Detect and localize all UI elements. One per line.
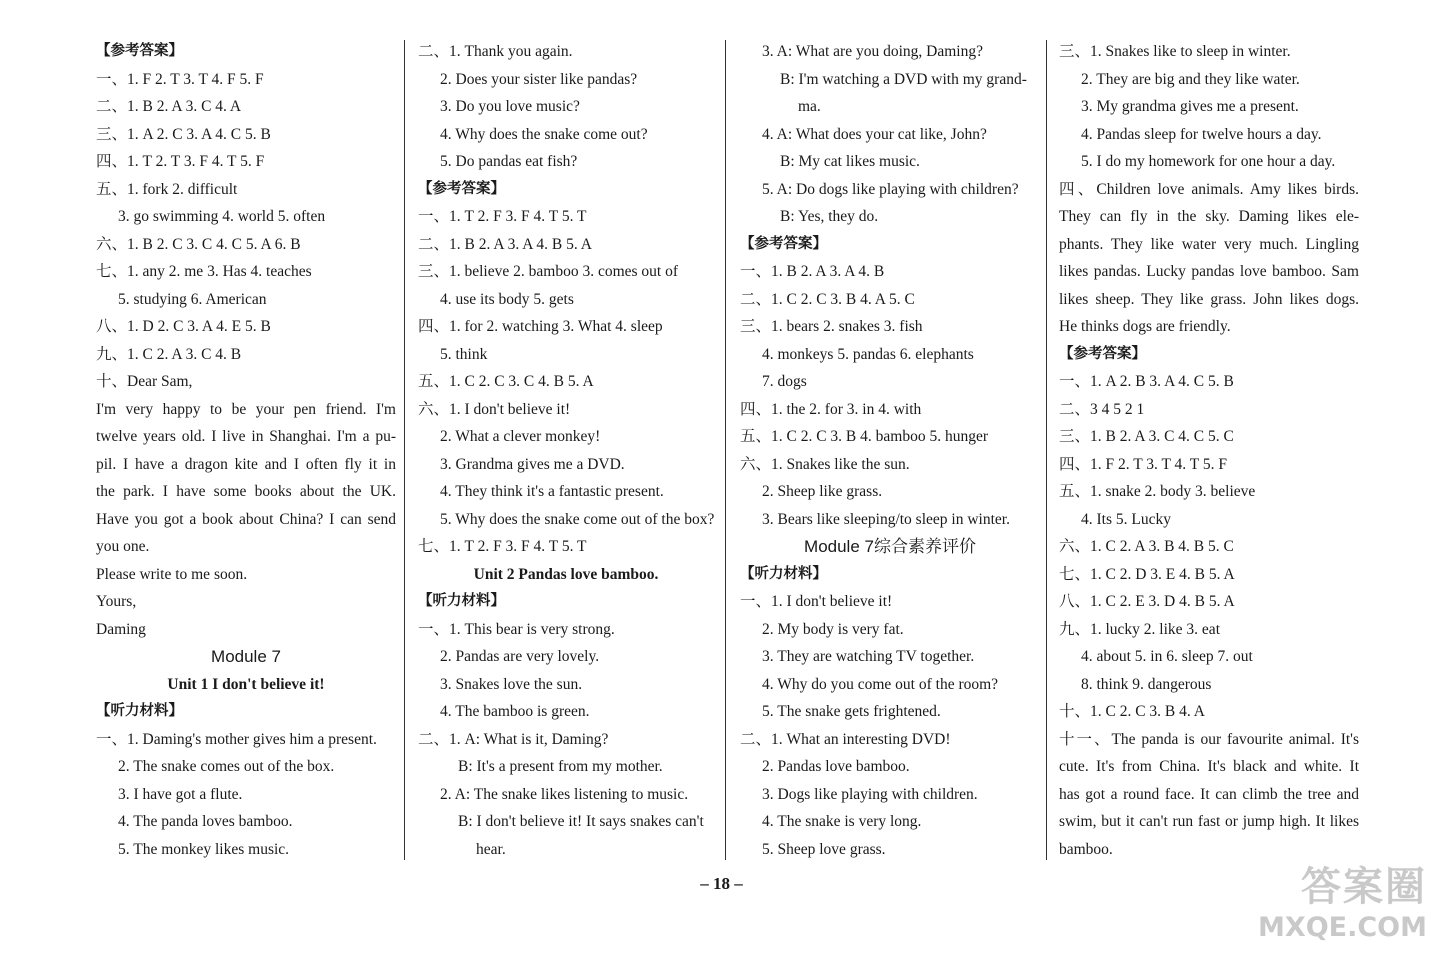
- answer-line: you one.: [96, 538, 150, 555]
- column-divider: [404, 40, 405, 860]
- answer-line: likes sheep. They like grass. John likes dogs.: [1059, 290, 1359, 308]
- answer-line: 2. Pandas are very lovely.: [440, 648, 600, 665]
- answer-line: 2. They are big and they like water.: [1081, 70, 1300, 88]
- answer-line: 4. Pandas sleep for twelve hours a day.: [1081, 125, 1322, 143]
- answer-line: 七、1. any 2. me 3. Has 4. teaches: [96, 263, 312, 280]
- answer-line: 一、1. I don't believe it!: [740, 593, 893, 610]
- answer-line: 四、1. for 2. watching 3. What 4. sleep: [418, 318, 663, 335]
- section-heading: 【参考答案】: [96, 43, 183, 59]
- answer-line: 一、1. A 2. B 3. A 4. C 5. B: [1059, 373, 1234, 390]
- answer-line: 4. monkeys 5. pandas 6. elephants: [762, 345, 974, 363]
- answer-line: 5. The monkey likes music.: [118, 840, 290, 858]
- answer-line: 四、1. the 2. for 3. in 4. with: [740, 400, 922, 418]
- answer-line: B: It's a present from my mother.: [458, 758, 663, 775]
- column-3: [740, 38, 1040, 863]
- watermark-text: 答案圈: [1301, 864, 1427, 910]
- answer-line: 六、1. I don't believe it!: [418, 400, 571, 418]
- answer-line: 3. Snakes love the sun.: [440, 675, 583, 693]
- answer-line: 4. Its 5. Lucky: [1081, 510, 1171, 528]
- answer-line: 五、1. fork 2. difficult: [96, 180, 238, 198]
- answer-line: 四、1. T 2. T 3. F 4. T 5. F: [96, 153, 265, 170]
- answer-line: 六、1. B 2. C 3. C 4. C 5. A 6. B: [96, 235, 301, 253]
- answer-line: 4. Why does the snake come out?: [440, 125, 648, 143]
- answer-line: 4. They think it's a fantastic present.: [440, 483, 664, 500]
- answer-line: 4. A: What does your cat like, John?: [762, 125, 987, 143]
- column-divider: [1046, 40, 1047, 860]
- answer-line: 十、1. C 2. C 3. B 4. A: [1059, 703, 1205, 720]
- section-heading: 【参考答案】: [418, 180, 505, 197]
- answer-line: 五、1. C 2. C 3. B 4. bamboo 5. hunger: [740, 428, 988, 445]
- answer-line: bamboo.: [1059, 840, 1113, 858]
- answer-line: 五、1. C 2. C 3. C 4. B 5. A: [418, 373, 594, 390]
- section-heading: 【听力材料】: [418, 593, 505, 609]
- answer-line: 四、Children love animals. Amy likes birds.: [1059, 180, 1359, 198]
- answer-line: 5. I do my homework for one hour a day.: [1081, 153, 1336, 170]
- answer-line: 4. The bamboo is green.: [440, 703, 590, 720]
- answer-line: ma.: [798, 98, 821, 115]
- answer-line: I'm very happy to be your pen friend. I'm: [96, 400, 396, 418]
- answer-line: 二、1. B 2. A 3. A 4. B 5. A: [418, 235, 592, 253]
- answer-line: 3. They are watching TV together.: [762, 648, 975, 665]
- answer-line: 4. Why do you come out of the room?: [762, 675, 999, 693]
- answer-line: 八、1. D 2. C 3. A 4. E 5. B: [96, 318, 271, 335]
- answer-line: B: My cat likes music.: [780, 153, 920, 170]
- answer-line: 2. What a clever monkey!: [440, 428, 601, 445]
- answer-line: 3. Grandma gives me a DVD.: [440, 455, 625, 473]
- answer-line: twelve years old. I live in Shanghai. I'm a pu-: [96, 428, 396, 445]
- answer-line: Yours,: [96, 593, 137, 610]
- column-4: [1059, 38, 1359, 863]
- answer-line: 二、1. Thank you again.: [418, 43, 573, 60]
- answer-line: 七、1. C 2. D 3. E 4. B 5. A: [1059, 565, 1235, 583]
- answer-line: 3. A: What are you doing, Daming?: [762, 43, 983, 60]
- answer-line: 二、1. What an interesting DVD!: [740, 730, 951, 748]
- answer-line: 5. Do pandas eat fish?: [440, 153, 578, 170]
- answer-line: has got a round face. It can climb the tree and: [1059, 785, 1359, 803]
- answer-line: Have you got a book about China? I can send: [96, 510, 396, 528]
- answer-line: B: Yes, they do.: [780, 208, 879, 225]
- answer-line: 一、1. B 2. A 3. A 4. B: [740, 263, 885, 280]
- answer-line: He thinks dogs are friendly.: [1059, 318, 1231, 335]
- answer-line: 一、1. F 2. T 3. T 4. F 5. F: [96, 70, 264, 88]
- answer-line: 2. A: The snake likes listening to music.: [440, 785, 689, 803]
- answer-line: pil. I have a dragon kite and I often fly it in: [96, 455, 396, 473]
- column-2: [418, 38, 714, 863]
- answer-line: 5. Why does the snake come out of the box?: [440, 510, 714, 528]
- answer-line: 3. Bears like sleeping/to sleep in winter.: [762, 510, 1010, 528]
- answer-line: 4. use its body 5. gets: [440, 290, 574, 308]
- answer-line: 3. I have got a flute.: [118, 785, 243, 803]
- watermark-url: MXQE.COM: [1258, 912, 1427, 943]
- answer-line: 3. My grandma gives me a present.: [1081, 98, 1299, 115]
- answer-line: 一、1. This bear is very strong.: [418, 620, 615, 638]
- answer-line: 二、1. A: What is it, Daming?: [418, 730, 609, 748]
- answer-line: 5. A: Do dogs like playing with children?: [762, 180, 1019, 198]
- answer-line: 5. The snake gets frightened.: [762, 703, 941, 720]
- answer-line: 5. Sheep love grass.: [762, 840, 886, 858]
- answer-line: 九、1. C 2. A 3. C 4. B: [96, 345, 242, 363]
- answer-line: 二、3 4 5 2 1: [1059, 400, 1145, 418]
- answer-line: 4. about 5. in 6. sleep 7. out: [1081, 648, 1253, 665]
- answer-line: 三、1. believe 2. bamboo 3. comes out of: [418, 263, 679, 280]
- answer-line: 3. go swimming 4. world 5. often: [118, 208, 326, 225]
- answer-line: 5. studying 6. American: [118, 290, 267, 308]
- answer-line: 九、1. lucky 2. like 3. eat: [1059, 620, 1220, 638]
- answer-line: likes pandas. Lucky pandas love bamboo. Sam: [1059, 263, 1359, 280]
- answer-line: 4. The panda loves bamboo.: [118, 813, 293, 830]
- answer-line: 二、1. B 2. A 3. C 4. A: [96, 98, 242, 115]
- answer-line: 7. dogs: [762, 373, 807, 390]
- answer-line: 一、1. T 2. F 3. F 4. T 5. T: [418, 208, 587, 225]
- answer-line: phants. They like water very much. Lingling: [1059, 235, 1359, 253]
- section-heading: 【参考答案】: [740, 235, 827, 252]
- answer-line: hear.: [476, 840, 506, 858]
- answer-line: 六、1. Snakes like the sun.: [740, 455, 910, 473]
- page-number: – 18 –: [700, 874, 743, 893]
- unit-title: Unit 2 Pandas love bamboo.: [473, 565, 659, 583]
- section-heading: 【参考答案】: [1059, 345, 1146, 362]
- answer-line: 三、1. bears 2. snakes 3. fish: [740, 318, 923, 335]
- answer-line: Please write to me soon.: [96, 565, 248, 583]
- answer-line: 三、1. B 2. A 3. C 4. C 5. C: [1059, 428, 1234, 445]
- answer-line: swim, but it can't run fast or jump high. It likes: [1059, 813, 1359, 830]
- answer-line: 三、1. Snakes like to sleep in winter.: [1059, 43, 1291, 60]
- answer-line: 二、1. C 2. C 3. B 4. A 5. C: [740, 290, 915, 308]
- answer-line: 八、1. C 2. E 3. D 4. B 5. A: [1059, 593, 1235, 610]
- answer-line: 3. Dogs like playing with children.: [762, 785, 978, 803]
- answer-line: Daming: [96, 620, 146, 638]
- answer-line: 四、1. F 2. T 3. T 4. T 5. F: [1059, 455, 1227, 473]
- answer-line: 一、1. Daming's mother gives him a present.: [96, 730, 377, 748]
- section-heading: 【听力材料】: [740, 565, 827, 582]
- answer-line: 4. The snake is very long.: [762, 813, 922, 830]
- answer-line: 5. think: [440, 345, 488, 363]
- answer-line: 2. Does your sister like pandas?: [440, 70, 638, 88]
- unit-title: Unit 1 I don't believe it!: [167, 675, 325, 693]
- answer-line: B: I don't believe it! It says snakes can't: [458, 813, 704, 830]
- answer-line: 2. The snake comes out of the box.: [118, 758, 335, 775]
- unit-title: Module 7综合素养评价: [804, 537, 976, 556]
- column-1: [96, 38, 396, 863]
- section-heading: 【听力材料】: [96, 703, 183, 719]
- answer-line: 五、1. snake 2. body 3. believe: [1059, 483, 1256, 500]
- column-divider: [725, 40, 726, 860]
- watermark-logo: [1237, 855, 1427, 951]
- answer-line: 七、1. T 2. F 3. F 4. T 5. T: [418, 538, 587, 555]
- answer-line: 3. Do you love music?: [440, 98, 580, 115]
- answer-line: 2. Sheep like grass.: [762, 483, 883, 500]
- answer-line: cute. It's from China. It's black and white. It: [1059, 758, 1359, 775]
- answer-line: 2. Pandas love bamboo.: [762, 758, 910, 775]
- answer-line: 六、1. C 2. A 3. B 4. B 5. C: [1059, 538, 1234, 555]
- unit-title: Module 7: [211, 647, 281, 666]
- answer-line: B: I'm watching a DVD with my grand-: [780, 70, 1027, 88]
- answer-line: 8. think 9. dangerous: [1081, 675, 1212, 693]
- answer-line: 十、Dear Sam,: [96, 373, 193, 390]
- answer-line: 三、1. A 2. C 3. A 4. C 5. B: [96, 125, 271, 143]
- answer-line: 十一、The panda is our favourite animal. It's: [1059, 730, 1359, 748]
- answer-line: the park. I have some books about the UK.: [96, 483, 396, 500]
- answer-line: 2. My body is very fat.: [762, 620, 904, 638]
- answer-line: They can fly in the sky. Daming likes ele-: [1059, 208, 1359, 225]
